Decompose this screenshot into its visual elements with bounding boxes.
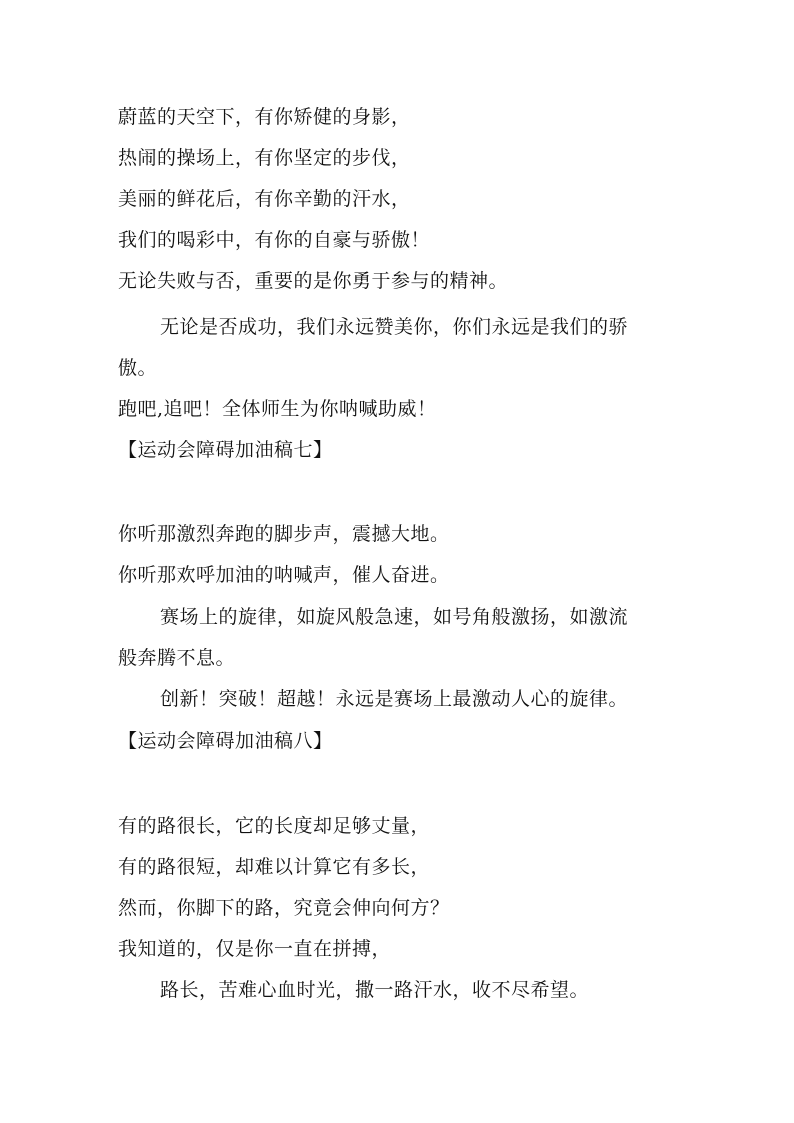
poem-line: 热闹的操场上，有你坚定的步伐， <box>118 147 411 169</box>
section-heading: 【运动会障碍加油稿八】 <box>118 730 333 752</box>
paragraph-line: 般奔腾不息。 <box>118 647 236 669</box>
poem-line: 无论失败与否，重要的是你勇于参与的精神。 <box>118 270 509 292</box>
poem-line: 然而，你脚下的路，究竟会伸向何方？ <box>118 897 450 919</box>
poem-line: 有的路很长，它的长度却足够丈量， <box>118 815 431 837</box>
paragraph-line: 路长，苦难心血时光，撒一路汗水，收不尽希望。 <box>160 979 590 1001</box>
poem-line: 我们的喝彩中，有你的自豪与骄傲！ <box>118 229 431 251</box>
paragraph-line: 无论是否成功，我们永远赞美你，你们永远是我们的骄 <box>160 316 629 338</box>
paragraph-line: 傲。 <box>118 357 158 379</box>
poem-line: 蔚蓝的天空下，有你矫健的身影， <box>118 106 411 128</box>
poem-line: 跑吧,追吧！全体师生为你呐喊助威！ <box>118 398 437 420</box>
poem-line: 你听那欢呼加油的呐喊声，催人奋进。 <box>118 564 450 586</box>
poem-line: 你听那激烈奔跑的脚步声，震撼大地。 <box>118 523 450 545</box>
section-heading: 【运动会障碍加油稿七】 <box>118 439 333 461</box>
paragraph-line: 创新！突破！超越！永远是赛场上最激动人心的旋律。 <box>160 688 629 710</box>
poem-line: 有的路很短，却难以计算它有多长， <box>118 856 431 878</box>
poem-line: 美丽的鲜花后，有你辛勤的汗水， <box>118 188 411 210</box>
poem-line: 我知道的，仅是你一直在拼搏， <box>118 938 392 960</box>
paragraph-line: 赛场上的旋律，如旋风般急速，如号角般激扬，如激流 <box>160 606 629 628</box>
